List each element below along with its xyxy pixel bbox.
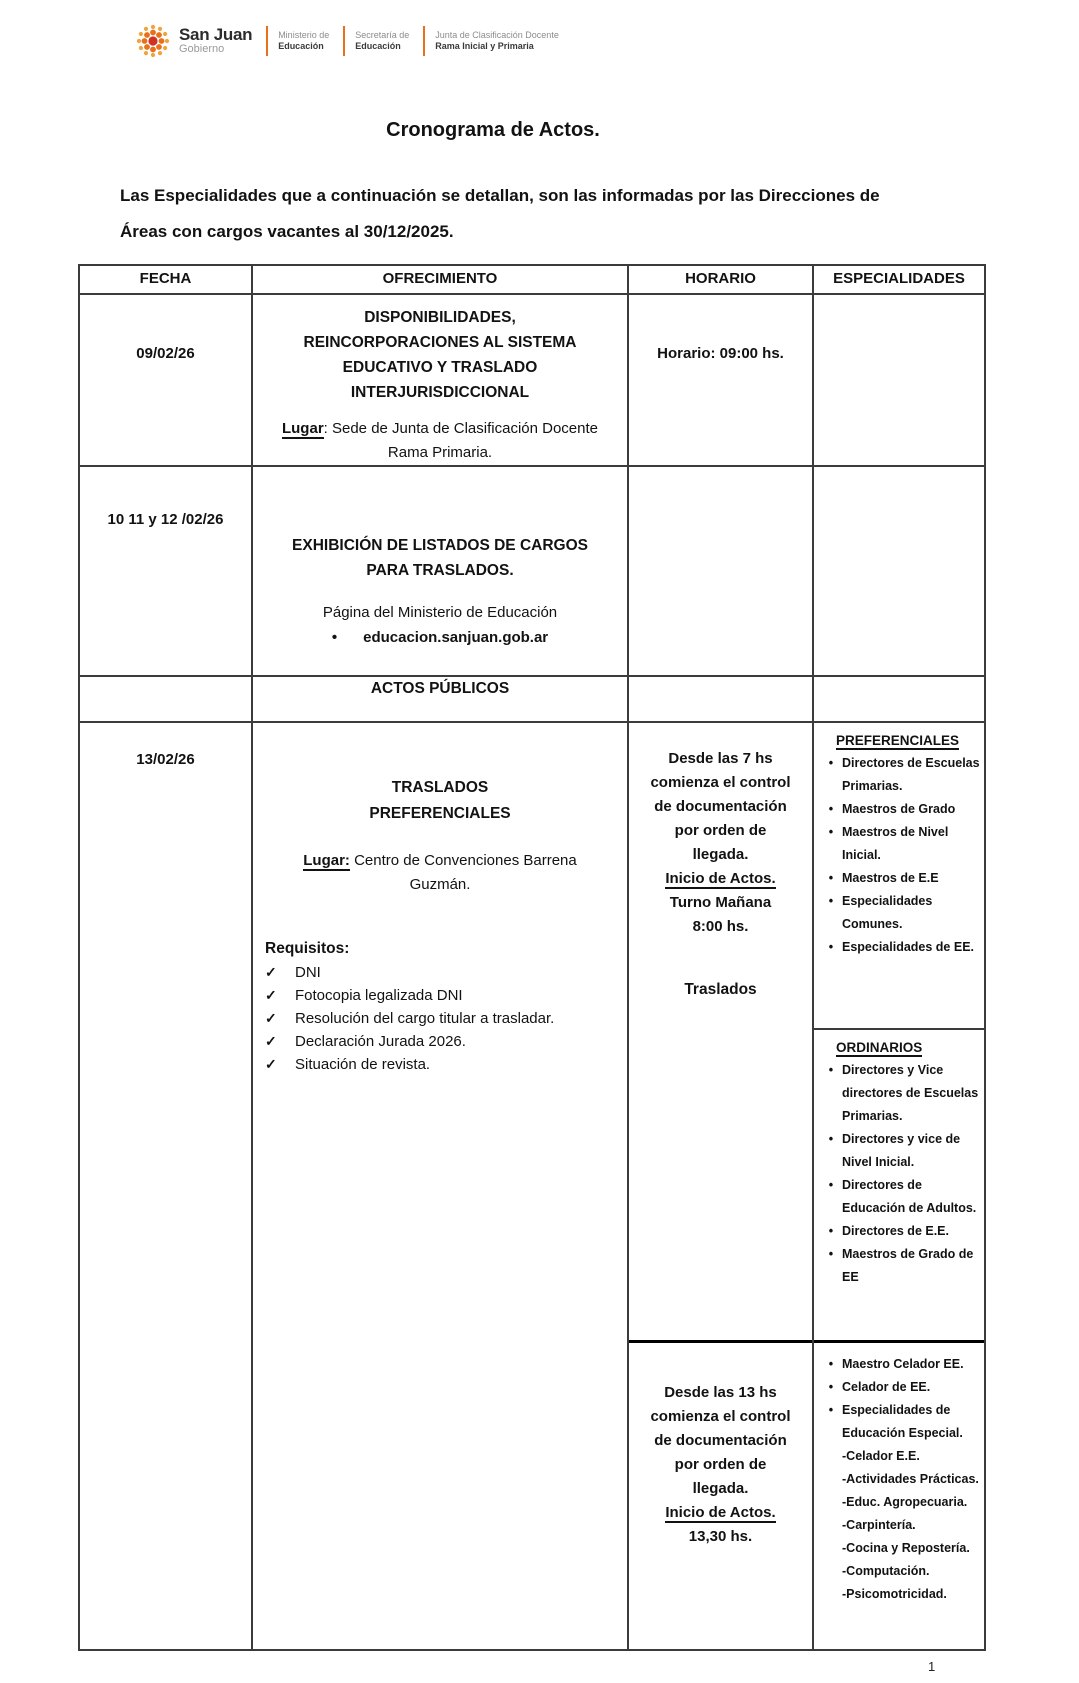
specialty-item: [820, 936, 982, 959]
ordinarios-heading: ORDINARIOS: [836, 1040, 923, 1055]
specialty-sub-item: -Actividades Prácticas.: [842, 1472, 979, 1486]
intro-paragraph: Las Especialidades que a continuación se detallan, son las informadas por las Direcciones de Áreas con cargos vacantes al 30/12/2025.: [120, 186, 880, 241]
bullet-icon: •: [828, 1403, 834, 1417]
requirement-text: Fotocopia legalizada DNI: [295, 987, 463, 1004]
column-header-especialidades: ESPECIALIDADES: [812, 266, 984, 293]
specialty-text: Directores de Educación de Adultos.: [842, 1178, 977, 1215]
row1-horario-cell: Horario: 09:00 hs.: [627, 293, 812, 465]
bullet-icon: •: [828, 871, 834, 885]
requirement-item: [265, 1007, 627, 1030]
bullet-icon: •: [828, 940, 834, 954]
offer-title-line: PARA TRASLADOS.: [366, 562, 514, 579]
offer-title: [253, 775, 627, 827]
location-label: Lugar:: [303, 852, 350, 869]
specialty-item: [820, 1174, 982, 1220]
requirement-text: Declaración Jurada 2026.: [295, 1033, 466, 1050]
afternoon-control-text: Desde las 13 hs comienza el control de documentación por orden de llegada.: [650, 1384, 791, 1497]
row4-especialidades-cell: [812, 721, 984, 1649]
specialty-item: [820, 821, 982, 867]
requirement-text: Situación de revista.: [295, 1056, 431, 1073]
specialty-text: Directores y vice de Nivel Inicial.: [842, 1132, 961, 1169]
row4-fecha-cell: 13/02/26: [80, 721, 251, 1649]
specialty-sub-item: -Psicomotricidad.: [842, 1587, 947, 1601]
afternoon-start-time: 13,30 hs.: [688, 1528, 753, 1545]
specialty-text: Especialidades Comunes.: [842, 894, 933, 931]
specialty-item: [820, 1376, 982, 1399]
logo-division: [409, 26, 559, 56]
requirements-label: Requisitos:: [265, 940, 350, 957]
specialty-text: Maestros de Nivel Inicial.: [842, 825, 949, 862]
bullet-icon: •: [828, 756, 834, 770]
afternoon-specialties-sublist: [820, 1445, 982, 1606]
check-icon: ✓: [265, 1010, 277, 1026]
preferenciales-section: [814, 723, 984, 1030]
morning-control-text: Desde las 7 hs comienza el control de documentación por orden de llegada.: [650, 750, 791, 863]
specialty-sub-item: -Cocina y Repostería.: [842, 1541, 970, 1555]
requirement-text: Resolución del cargo titular a trasladar.: [295, 1010, 555, 1027]
offer-title: [253, 305, 627, 405]
specialty-item: [820, 867, 982, 890]
offer-title-line: EDUCATIVO Y TRASLADO: [342, 359, 538, 376]
bullet-icon: •: [828, 1357, 834, 1371]
san-juan-emblem-icon: [135, 23, 171, 59]
row2-especialidades-cell: [812, 465, 984, 675]
specialty-text: Directores y Vice directores de Escuelas Primarias.: [842, 1063, 979, 1123]
row4-horario-cell: [627, 721, 812, 1649]
specialty-item: [820, 798, 982, 821]
preferenciales-list: [820, 752, 982, 959]
specialty-item: [820, 1220, 982, 1243]
location-text: : Sede de Junta de Clasificación Docente Rama Primaria.: [323, 420, 598, 461]
divider: [266, 26, 268, 56]
bullet-icon: •: [828, 1224, 834, 1238]
schedule-table: [78, 264, 986, 1651]
government-logo: [135, 18, 1079, 64]
logo-division: [252, 26, 329, 56]
requirements-list: [253, 961, 627, 1076]
page-title: Cronograma de Actos.: [386, 119, 600, 141]
location-line: [275, 849, 605, 897]
location-line: [275, 417, 605, 465]
offer-title-line: PREFERENCIALES: [369, 805, 511, 822]
division-name: Rama Inicial y Primaria: [435, 41, 534, 51]
row3-fecha-cell: [80, 675, 251, 721]
specialty-text: Maestros de Grado: [842, 802, 956, 816]
specialty-text: Directores de Escuelas Primarias.: [842, 756, 980, 793]
offer-title-line: INTERJURISDICCIONAL: [350, 384, 530, 401]
specialty-text: Maestro Celador EE.: [842, 1357, 964, 1371]
logo-division: [329, 26, 409, 56]
afternoon-start-label: Inicio de Actos.: [665, 1504, 776, 1521]
bullet-icon: •: [828, 1132, 834, 1146]
specialty-text: Especialidades de Educación Especial.: [842, 1403, 963, 1440]
ordinarios-list: [820, 1059, 982, 1289]
row4-ofrecimiento-cell: [251, 721, 627, 1649]
preferenciales-heading: PREFERENCIALES: [836, 733, 960, 748]
ministry-page-line: Página del Ministerio de Educación: [322, 604, 558, 621]
website-url: educacion.sanjuan.gob.ar: [363, 629, 549, 646]
offer-title-line: EXHIBICIÓN DE LISTADOS DE CARGOS: [292, 537, 588, 554]
specialty-text: Maestros de Grado de EE: [842, 1247, 974, 1284]
specialty-text: Directores de E.E.: [842, 1224, 949, 1238]
location-text: Centro de Convenciones Barrena Guzmán.: [349, 852, 577, 893]
requirement-item: [265, 1053, 627, 1076]
offer-title: [253, 533, 627, 583]
column-header-fecha: FECHA: [139, 270, 192, 287]
specialty-item: [820, 1399, 982, 1445]
check-icon: ✓: [265, 1033, 277, 1049]
divider: [343, 26, 345, 56]
row2-ofrecimiento-cell: [251, 465, 627, 675]
website-line: [253, 625, 627, 651]
check-icon: ✓: [265, 964, 277, 980]
specialty-item: [820, 1059, 982, 1128]
row3-especialidades-cell: [812, 675, 984, 721]
specialty-sub-item: -Educ. Agropecuaria.: [842, 1495, 968, 1509]
row3-ofrecimiento-cell: ACTOS PÚBLICOS: [251, 675, 627, 721]
offer-title-line: DISPONIBILIDADES,: [364, 309, 516, 326]
requirement-item: [265, 961, 627, 984]
specialty-item: [820, 752, 982, 798]
row1-ofrecimiento-cell: [251, 293, 627, 465]
location-label: Lugar: [281, 420, 324, 437]
bullet-icon: •: [828, 1178, 834, 1192]
afternoon-specialties-section: [814, 1343, 984, 1649]
specialty-sub-item: -Celador E.E.: [842, 1449, 920, 1463]
afternoon-schedule: [629, 1343, 812, 1649]
offer-title-line: TRASLADOS: [391, 779, 489, 796]
row2-horario-cell: [627, 465, 812, 675]
division-name: Educación: [278, 41, 324, 51]
row1-especialidades-cell: [812, 293, 984, 465]
offer-title-line: REINCORPORACIONES AL SISTEMA: [303, 334, 577, 351]
division-parent-name: Ministerio de: [278, 29, 330, 40]
specialty-sub-item: -Carpintería.: [842, 1518, 916, 1532]
ordinarios-section: [814, 1030, 984, 1343]
brand-name: San Juan: [179, 25, 253, 45]
divider: [423, 26, 425, 56]
brand-subtitle: Gobierno: [179, 43, 225, 56]
row1-fecha-cell: 09/02/26: [80, 293, 251, 465]
morning-act-name: Traslados: [684, 981, 757, 998]
bullet-icon: •: [828, 894, 834, 908]
brand-block: [179, 26, 252, 55]
bullet-icon: •: [331, 629, 338, 646]
specialty-item: [820, 890, 982, 936]
bullet-icon: •: [828, 825, 834, 839]
bullet-icon: •: [828, 802, 834, 816]
requirement-text: DNI: [295, 964, 321, 981]
bullet-icon: •: [828, 1380, 834, 1394]
row3-horario-cell: [627, 675, 812, 721]
bullet-icon: •: [828, 1247, 834, 1261]
specialty-sub-item: -Computación.: [842, 1564, 930, 1578]
specialty-text: Celador de EE.: [842, 1380, 931, 1394]
column-header-horario: HORARIO: [627, 266, 812, 293]
row2-fecha-cell: 10 11 y 12 /02/26: [80, 465, 251, 675]
requirement-item: [265, 984, 627, 1007]
specialty-text: Maestros de E.E: [842, 871, 939, 885]
specialty-item: [820, 1353, 982, 1376]
check-icon: ✓: [265, 1056, 277, 1072]
check-icon: ✓: [265, 987, 277, 1003]
specialty-item: [820, 1128, 982, 1174]
division-parent-name: Secretaría de: [355, 29, 410, 40]
division-parent-name: Junta de Clasificación Docente: [435, 29, 559, 40]
morning-shift-time: Turno Mañana 8:00 hs.: [669, 894, 772, 935]
specialty-item: [820, 1243, 982, 1289]
bullet-icon: •: [828, 1063, 834, 1077]
column-header-ofrecimiento: OFRECIMIENTO: [251, 266, 627, 293]
division-name: Educación: [355, 41, 401, 51]
logo-divisions: [252, 26, 559, 56]
specialty-text: Especialidades de EE.: [842, 940, 975, 954]
morning-schedule: [629, 723, 812, 1343]
afternoon-specialties-list: [820, 1353, 982, 1445]
page-number: 1: [928, 1659, 936, 1674]
requirement-item: [265, 1030, 627, 1053]
morning-start-label: Inicio de Actos.: [665, 870, 776, 887]
